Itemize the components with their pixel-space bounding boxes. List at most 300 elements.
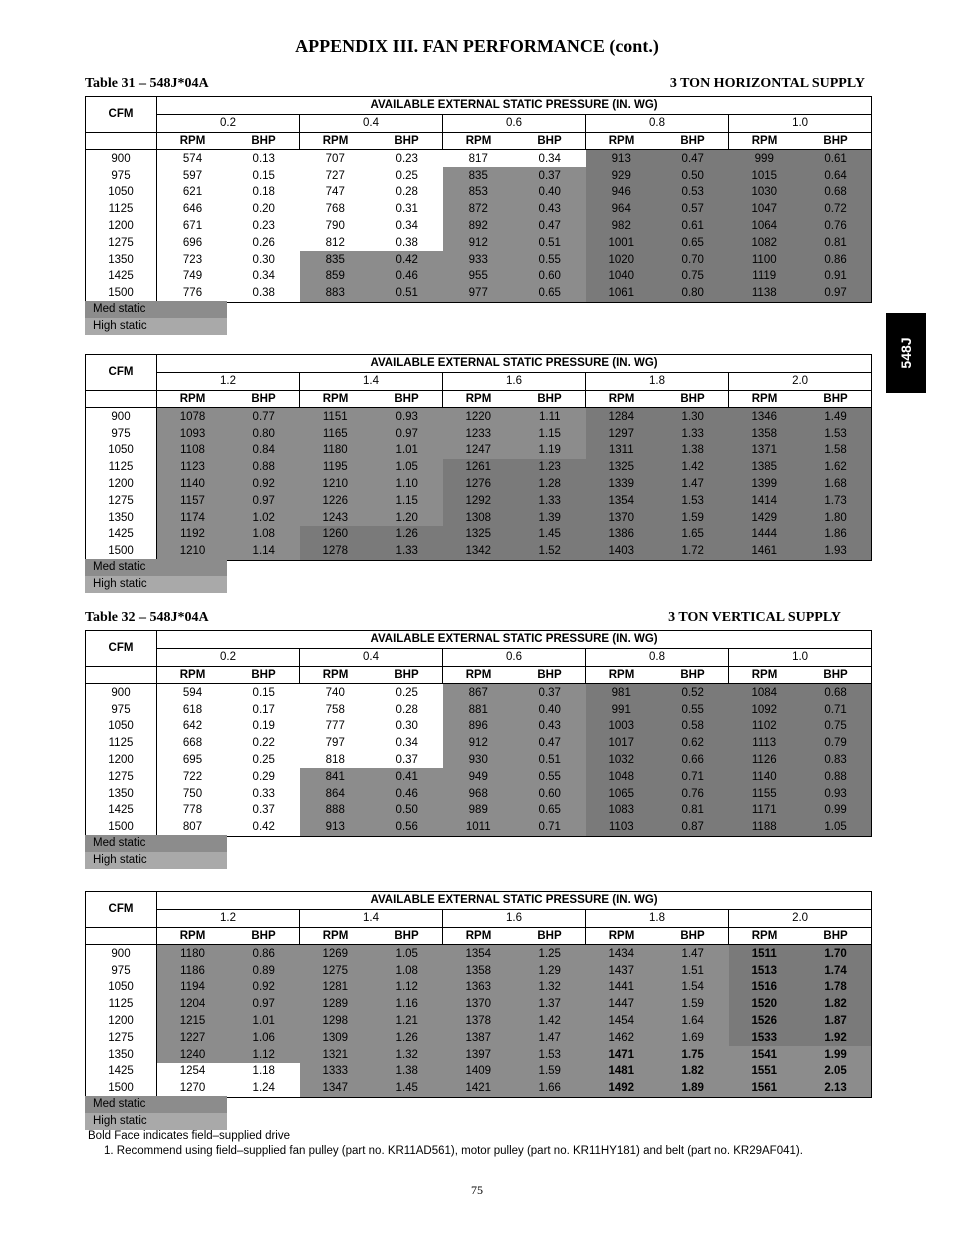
bhp-cell: 1.23 xyxy=(514,459,586,476)
bhp-cell: 0.71 xyxy=(800,701,872,718)
bhp-cell: 0.77 xyxy=(228,408,300,425)
rpm-cell: 1215 xyxy=(157,1013,229,1030)
pressure-value: 0.2 xyxy=(157,114,300,132)
rpm-cell: 896 xyxy=(443,718,515,735)
bhp-cell: 0.55 xyxy=(514,768,586,785)
table-row xyxy=(86,167,872,184)
rpm-cell: 817 xyxy=(468,152,488,165)
rpm-cell: 1195 xyxy=(300,459,372,476)
rpm-header: RPM xyxy=(729,132,801,150)
rpm-header: RPM xyxy=(586,390,658,408)
rpm-cell: 1083 xyxy=(586,802,658,819)
table-row xyxy=(86,184,872,201)
rpm-cell: 835 xyxy=(443,167,515,184)
bhp-cell: 1.38 xyxy=(371,1063,443,1080)
rpm-cell: 1289 xyxy=(300,996,372,1013)
table-row xyxy=(86,819,872,836)
bhp-cell: 0.99 xyxy=(800,802,872,819)
bhp-header: BHP xyxy=(371,132,443,150)
bhp-cell: 1.16 xyxy=(371,996,443,1013)
rpm-cell: 1126 xyxy=(729,752,801,769)
bhp-cell: 0.26 xyxy=(252,236,275,249)
rpm-cell: 1354 xyxy=(586,492,658,509)
table-row xyxy=(86,234,872,251)
bhp-cell: 1.33 xyxy=(514,492,586,509)
rpm-cell: 1061 xyxy=(586,285,658,302)
legend-high-static: High static xyxy=(85,576,227,593)
rpm-cell: 1414 xyxy=(729,492,801,509)
table-row xyxy=(86,509,872,526)
rpm-header: RPM xyxy=(443,390,515,408)
bhp-cell: 0.30 xyxy=(252,253,275,266)
bhp-header: BHP xyxy=(228,927,300,945)
rpm-cell: 1511 xyxy=(729,945,801,962)
rpm-cell: 1333 xyxy=(300,1063,372,1080)
bhp-cell: 0.91 xyxy=(800,268,872,285)
legend-med-static: Med static xyxy=(85,835,227,852)
rpm-cell: 594 xyxy=(182,686,203,699)
bhp-cell: 1.05 xyxy=(800,819,872,836)
cfm-cell: 1275 xyxy=(86,492,157,509)
rpm-cell: 1093 xyxy=(157,425,229,442)
rpm-cell: 1240 xyxy=(157,1046,229,1063)
bhp-cell: 1.80 xyxy=(800,509,872,526)
pressure-value: 1.2 xyxy=(157,372,300,390)
bhp-cell: 0.37 xyxy=(395,753,418,766)
pressure-header: AVAILABLE EXTERNAL STATIC PRESSURE (IN. WG) xyxy=(157,97,872,115)
pressure-value: 1.0 xyxy=(729,648,872,666)
cfm-cell: 1200 xyxy=(86,752,157,769)
bhp-cell: 1.01 xyxy=(371,442,443,459)
table-row xyxy=(86,526,872,543)
bhp-cell: 0.52 xyxy=(657,684,729,701)
rpm-cell: 723 xyxy=(182,253,203,266)
rpm-cell: 695 xyxy=(182,753,203,766)
rpm-cell: 818 xyxy=(325,753,345,766)
bhp-header: BHP xyxy=(371,390,443,408)
table-row xyxy=(86,1046,872,1063)
legend-high-static: High static xyxy=(85,852,227,869)
rpm-cell: 1261 xyxy=(443,459,515,476)
rpm-cell: 797 xyxy=(325,737,345,750)
bhp-cell: 0.23 xyxy=(395,152,418,165)
rpm-cell: 982 xyxy=(586,218,658,235)
bhp-cell: 1.47 xyxy=(514,1029,586,1046)
bhp-cell: 0.51 xyxy=(514,752,586,769)
bhp-cell: 0.66 xyxy=(657,752,729,769)
rpm-cell: 597 xyxy=(182,169,203,182)
cfm-cell: 1125 xyxy=(86,459,157,476)
bhp-cell: 1.58 xyxy=(800,442,872,459)
cfm-cell: 1500 xyxy=(86,819,157,836)
bhp-cell: 0.47 xyxy=(514,735,586,752)
bhp-cell: 1.05 xyxy=(371,945,443,962)
cfm-cell: 1050 xyxy=(86,184,157,201)
rpm-cell: 671 xyxy=(182,219,203,232)
rpm-cell: 1192 xyxy=(157,526,229,543)
bhp-cell: 1.24 xyxy=(252,1082,275,1095)
rpm-cell: 1204 xyxy=(157,996,229,1013)
table-row xyxy=(86,768,872,785)
bhp-cell: 1.39 xyxy=(514,509,586,526)
cfm-cell: 900 xyxy=(86,408,157,425)
bhp-cell: 0.60 xyxy=(514,785,586,802)
bhp-cell: 0.80 xyxy=(228,425,300,442)
bhp-cell: 0.46 xyxy=(371,268,443,285)
bhp-header: BHP xyxy=(800,390,872,408)
rpm-cell: 790 xyxy=(325,219,345,232)
rpm-cell: 864 xyxy=(300,785,372,802)
cfm-cell: 1275 xyxy=(86,1029,157,1046)
rpm-cell: 933 xyxy=(443,251,515,268)
table-row xyxy=(86,408,872,425)
cfm-cell: 1275 xyxy=(86,234,157,251)
rpm-cell: 1269 xyxy=(300,945,372,962)
bhp-cell: 0.55 xyxy=(657,701,729,718)
rpm-cell: 1541 xyxy=(729,1046,801,1063)
rpm-cell: 776 xyxy=(182,287,203,300)
rpm-cell: 1447 xyxy=(586,996,658,1013)
rpm-cell: 618 xyxy=(182,703,203,716)
bhp-cell: 1.51 xyxy=(657,962,729,979)
rpm-header: RPM xyxy=(586,132,658,150)
rpm-header: RPM xyxy=(300,390,372,408)
rpm-cell: 999 xyxy=(729,150,801,167)
rpm-cell: 1103 xyxy=(586,819,658,836)
table-row xyxy=(86,945,872,962)
bhp-cell: 0.65 xyxy=(514,285,586,302)
bhp-cell: 1.62 xyxy=(800,459,872,476)
rpm-cell: 1533 xyxy=(729,1029,801,1046)
rpm-cell: 1309 xyxy=(300,1029,372,1046)
rpm-cell: 1481 xyxy=(586,1063,658,1080)
bhp-cell: 0.38 xyxy=(395,236,418,249)
table-caption-left: Table 32 – 548J*04A xyxy=(85,610,209,625)
rpm-cell: 1082 xyxy=(729,234,801,251)
table-row xyxy=(86,1063,872,1080)
bhp-cell: 0.97 xyxy=(228,996,300,1013)
bhp-cell: 1.47 xyxy=(657,476,729,493)
bhp-cell: 1.21 xyxy=(371,1013,443,1030)
bhp-cell: 0.92 xyxy=(228,979,300,996)
cfm-cell: 900 xyxy=(86,684,157,701)
rpm-cell: 1174 xyxy=(157,509,229,526)
pressure-value: 1.4 xyxy=(300,909,443,927)
bhp-cell: 1.45 xyxy=(371,1080,443,1097)
rpm-cell: 1520 xyxy=(729,996,801,1013)
rpm-cell: 1378 xyxy=(443,1013,515,1030)
bhp-cell: 0.81 xyxy=(800,234,872,251)
bhp-cell: 1.70 xyxy=(800,945,872,962)
rpm-cell: 1297 xyxy=(586,425,658,442)
table-row xyxy=(86,979,872,996)
bhp-cell: 1.87 xyxy=(800,1013,872,1030)
rpm-cell: 749 xyxy=(182,270,203,283)
legend xyxy=(85,559,227,593)
rpm-cell: 955 xyxy=(443,268,515,285)
rpm-cell: 989 xyxy=(443,802,515,819)
bhp-cell: 1.42 xyxy=(514,1013,586,1030)
bhp-cell: 1.69 xyxy=(657,1029,729,1046)
table-row xyxy=(86,785,872,802)
bhp-cell: 0.88 xyxy=(800,768,872,785)
table-row xyxy=(86,962,872,979)
bhp-cell: 0.80 xyxy=(657,285,729,302)
rpm-cell: 1275 xyxy=(300,962,372,979)
rpm-cell: 1421 xyxy=(443,1080,515,1097)
table-row xyxy=(86,218,872,235)
rpm-cell: 1084 xyxy=(729,684,801,701)
table-row xyxy=(86,150,872,167)
cfm-cell: 1500 xyxy=(86,285,157,302)
bhp-cell: 2.05 xyxy=(800,1063,872,1080)
bhp-cell: 0.19 xyxy=(252,720,275,733)
bhp-header: BHP xyxy=(228,132,300,150)
bhp-header: BHP xyxy=(657,666,729,684)
bhp-cell: 0.97 xyxy=(228,492,300,509)
rpm-header: RPM xyxy=(300,927,372,945)
pressure-value: 0.4 xyxy=(300,648,443,666)
table-row xyxy=(86,735,872,752)
bhp-cell: 1.64 xyxy=(657,1013,729,1030)
bhp-cell: 1.66 xyxy=(514,1080,586,1097)
bhp-cell: 1.53 xyxy=(514,1046,586,1063)
rpm-cell: 747 xyxy=(325,186,345,199)
rpm-cell: 1363 xyxy=(443,979,515,996)
bhp-cell: 0.65 xyxy=(657,234,729,251)
bhp-cell: 0.37 xyxy=(252,804,275,817)
cfm-cell: 975 xyxy=(86,167,157,184)
cfm-header: CFM xyxy=(86,97,157,133)
rpm-cell: 1471 xyxy=(586,1046,658,1063)
bhp-cell: 1.92 xyxy=(800,1029,872,1046)
table-row xyxy=(86,701,872,718)
rpm-cell: 1347 xyxy=(300,1080,372,1097)
rpm-cell: 1281 xyxy=(300,979,372,996)
cfm-cell: 1050 xyxy=(86,979,157,996)
bhp-cell: 0.40 xyxy=(514,184,586,201)
bhp-cell: 1.11 xyxy=(514,408,586,425)
legend-high-static: High static xyxy=(85,318,227,335)
bhp-cell: 0.84 xyxy=(228,442,300,459)
rpm-cell: 642 xyxy=(182,720,203,733)
bhp-cell: 1.15 xyxy=(371,492,443,509)
rpm-cell: 1040 xyxy=(586,268,658,285)
rpm-cell: 1561 xyxy=(729,1080,801,1097)
bhp-cell: 0.76 xyxy=(657,785,729,802)
rpm-cell: 1194 xyxy=(157,979,229,996)
bhp-cell: 0.46 xyxy=(371,785,443,802)
bhp-header: BHP xyxy=(228,666,300,684)
cfm-cell: 1500 xyxy=(86,1080,157,1097)
bhp-header: BHP xyxy=(514,390,586,408)
bhp-cell: 1.18 xyxy=(252,1065,275,1078)
pressure-value: 1.8 xyxy=(586,372,729,390)
bhp-cell: 1.12 xyxy=(228,1046,300,1063)
table-row xyxy=(86,201,872,218)
cfm-cell: 1425 xyxy=(86,802,157,819)
rpm-cell: 1325 xyxy=(586,459,658,476)
legend xyxy=(85,1096,227,1130)
rpm-cell: 1441 xyxy=(586,979,658,996)
rpm-cell: 1437 xyxy=(586,962,658,979)
rpm-cell: 1429 xyxy=(729,509,801,526)
pressure-value: 0.2 xyxy=(157,648,300,666)
bhp-cell: 1.59 xyxy=(514,1063,586,1080)
bhp-cell: 1.06 xyxy=(228,1029,300,1046)
rpm-cell: 892 xyxy=(443,218,515,235)
bhp-cell: 0.65 xyxy=(514,802,586,819)
bhp-header: BHP xyxy=(228,390,300,408)
bhp-cell: 1.78 xyxy=(800,979,872,996)
bhp-cell: 1.42 xyxy=(657,459,729,476)
bhp-cell: 1.32 xyxy=(514,979,586,996)
table-row xyxy=(86,1029,872,1046)
rpm-cell: 1188 xyxy=(729,819,801,836)
rpm-header: RPM xyxy=(443,666,515,684)
rpm-cell: 1342 xyxy=(443,543,515,560)
rpm-cell: 1387 xyxy=(443,1029,515,1046)
bhp-cell: 0.43 xyxy=(514,718,586,735)
rpm-cell: 1284 xyxy=(586,408,658,425)
table-row xyxy=(86,684,872,701)
bhp-cell: 1.15 xyxy=(514,425,586,442)
rpm-cell: 1108 xyxy=(157,442,229,459)
pressure-value: 1.4 xyxy=(300,372,443,390)
bhp-cell: 0.86 xyxy=(800,251,872,268)
rpm-cell: 968 xyxy=(443,785,515,802)
bhp-cell: 0.38 xyxy=(252,287,275,300)
table-row xyxy=(86,1080,872,1097)
cfm-cell: 1350 xyxy=(86,251,157,268)
bhp-cell: 1.20 xyxy=(371,509,443,526)
rpm-cell: 1358 xyxy=(443,962,515,979)
bhp-cell: 1.29 xyxy=(514,962,586,979)
fan-table-31-low xyxy=(85,96,872,303)
bhp-cell: 0.34 xyxy=(252,270,275,283)
bhp-cell: 1.86 xyxy=(800,526,872,543)
bhp-cell: 1.10 xyxy=(371,476,443,493)
pressure-value: 0.6 xyxy=(443,648,586,666)
bhp-cell: 0.68 xyxy=(800,184,872,201)
bhp-cell: 0.60 xyxy=(514,268,586,285)
rpm-cell: 912 xyxy=(443,735,515,752)
rpm-cell: 646 xyxy=(182,203,203,216)
cfm-cell: 1125 xyxy=(86,996,157,1013)
table-row xyxy=(86,459,872,476)
bhp-cell: 1.05 xyxy=(371,459,443,476)
rpm-cell: 768 xyxy=(325,203,345,216)
rpm-cell: 1092 xyxy=(729,701,801,718)
rpm-cell: 1370 xyxy=(586,509,658,526)
rpm-cell: 1260 xyxy=(300,526,372,543)
bhp-cell: 1.28 xyxy=(514,476,586,493)
bhp-cell: 1.82 xyxy=(800,996,872,1013)
rpm-cell: 1551 xyxy=(729,1063,801,1080)
bhp-cell: 1.82 xyxy=(657,1063,729,1080)
rpm-cell: 1020 xyxy=(586,251,658,268)
bhp-cell: 0.89 xyxy=(228,962,300,979)
rpm-cell: 1254 xyxy=(179,1065,206,1078)
pressure-value: 1.8 xyxy=(586,909,729,927)
rpm-cell: 1138 xyxy=(729,285,801,302)
rpm-cell: 1186 xyxy=(157,962,229,979)
bhp-cell: 0.83 xyxy=(800,752,872,769)
bhp-cell: 0.37 xyxy=(514,167,586,184)
rpm-cell: 1462 xyxy=(586,1029,658,1046)
pressure-value: 2.0 xyxy=(729,372,872,390)
pressure-value: 2.0 xyxy=(729,909,872,927)
bhp-cell: 1.19 xyxy=(514,442,586,459)
cfm-cell: 1200 xyxy=(86,1013,157,1030)
rpm-cell: 1017 xyxy=(586,735,658,752)
rpm-cell: 758 xyxy=(325,703,345,716)
rpm-header: RPM xyxy=(300,666,372,684)
cfm-cell: 1050 xyxy=(86,442,157,459)
table-row xyxy=(86,251,872,268)
bhp-cell: 1.54 xyxy=(657,979,729,996)
rpm-cell: 1461 xyxy=(729,543,801,560)
rpm-header: RPM xyxy=(729,666,801,684)
rpm-cell: 1298 xyxy=(300,1013,372,1030)
table-caption-right: 3 TON VERTICAL SUPPLY xyxy=(668,610,841,625)
bhp-cell: 0.37 xyxy=(514,684,586,701)
rpm-cell: 867 xyxy=(443,684,515,701)
rpm-cell: 1065 xyxy=(586,785,658,802)
rpm-header: RPM xyxy=(157,666,229,684)
page-title: APPENDIX III. FAN PERFORMANCE (cont.) xyxy=(295,36,659,56)
rpm-header: RPM xyxy=(443,132,515,150)
cfm-cell: 1425 xyxy=(86,1063,157,1080)
rpm-cell: 981 xyxy=(586,684,658,701)
rpm-cell: 1371 xyxy=(729,442,801,459)
bhp-cell: 1.75 xyxy=(657,1046,729,1063)
rpm-cell: 1370 xyxy=(443,996,515,1013)
rpm-cell: 1516 xyxy=(729,979,801,996)
rpm-cell: 1386 xyxy=(586,526,658,543)
bhp-cell: 1.14 xyxy=(228,543,300,560)
bhp-cell: 0.30 xyxy=(395,720,418,733)
bhp-cell: 1.73 xyxy=(800,492,872,509)
bhp-cell: 0.50 xyxy=(657,167,729,184)
bhp-cell: 0.56 xyxy=(371,819,443,836)
bhp-header: BHP xyxy=(657,132,729,150)
rpm-cell: 668 xyxy=(182,737,203,750)
rpm-cell: 1171 xyxy=(729,802,801,819)
bhp-cell: 0.55 xyxy=(514,251,586,268)
rpm-cell: 1140 xyxy=(157,476,229,493)
bhp-cell: 1.93 xyxy=(800,543,872,560)
table-caption-right: 3 TON HORIZONTAL SUPPLY xyxy=(669,76,865,91)
rpm-cell: 1226 xyxy=(300,492,372,509)
rpm-cell: 1064 xyxy=(729,218,801,235)
rpm-header: RPM xyxy=(157,927,229,945)
pressure-value: 0.8 xyxy=(586,648,729,666)
rpm-cell: 1397 xyxy=(443,1046,515,1063)
rpm-cell: 1354 xyxy=(443,945,515,962)
rpm-cell: 1444 xyxy=(729,526,801,543)
table-row xyxy=(86,492,872,509)
bhp-cell: 0.88 xyxy=(228,459,300,476)
bhp-cell: 1.68 xyxy=(800,476,872,493)
bhp-cell: 0.28 xyxy=(395,703,418,716)
bhp-cell: 0.93 xyxy=(371,408,443,425)
table-row xyxy=(86,996,872,1013)
rpm-header: RPM xyxy=(300,132,372,150)
cfm-cell: 1350 xyxy=(86,509,157,526)
rpm-cell: 1358 xyxy=(729,425,801,442)
bhp-cell: 0.76 xyxy=(800,218,872,235)
